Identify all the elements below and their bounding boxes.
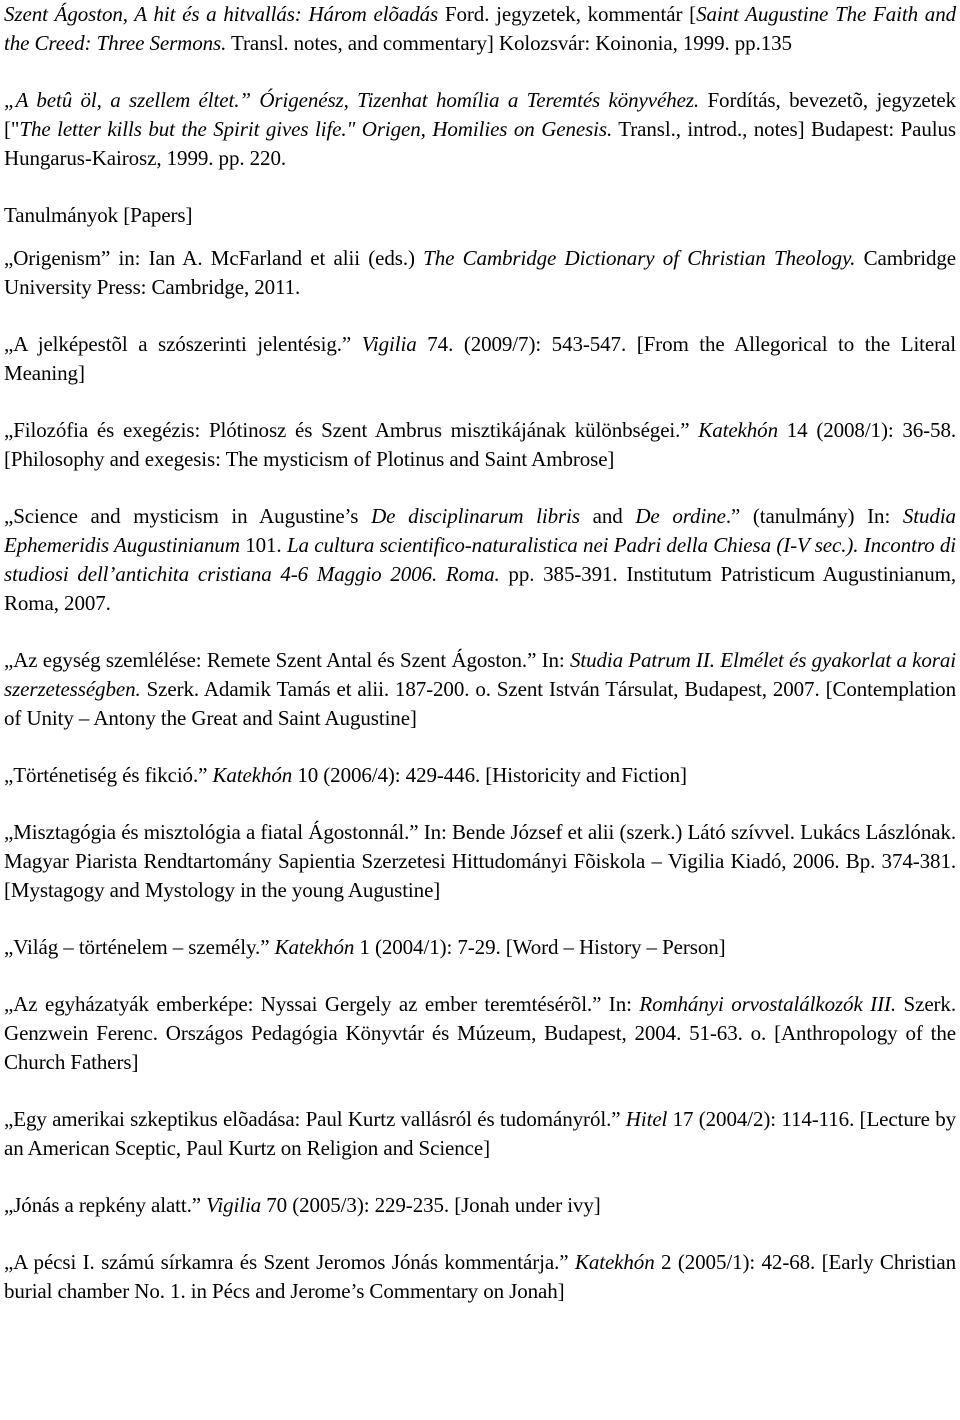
- italic-text: De ordine: [635, 504, 726, 528]
- italic-text: Studia Patrum II. Elmélet és gyakorlat a korai szerzetességben.: [4, 648, 956, 701]
- text: Cambridge University Press: Cambridge, 2011.: [4, 246, 956, 299]
- bibliography-entry: [4, 0, 956, 58]
- papers-list: [4, 244, 956, 1306]
- paper-entry: [4, 818, 956, 905]
- italic-text: Saint Augustine The Faith and the Creed: Three Sermons.: [4, 2, 956, 55]
- text: Ford. jegyzetek, kommentár [: [438, 2, 697, 26]
- paper-entry: [4, 646, 956, 733]
- paper-entry: [4, 244, 956, 302]
- text: 10 (2006/4): 429-446. [Historicity and Fiction]: [292, 763, 687, 787]
- text: pp. 385-391. Institutum Patristicum Augustinianum, Roma, 2007.: [4, 562, 957, 615]
- text: „Az egység szemlélése: Remete Szent Antal és Szent Ágoston.” In:: [4, 648, 570, 672]
- text: 17 (2004/2): 114-116. [Lecture by an American Sceptic, Paul Kurtz on Religion and Science]: [4, 1107, 956, 1160]
- text: „Origenism” in: Ian A. McFarland et alii (eds.): [4, 246, 424, 270]
- text: „Science and mysticism in Augustine’s: [4, 504, 372, 528]
- paper-entry: [4, 330, 956, 388]
- italic-text: „A betû öl, a szellem éltet.” Órigenész, Tizenhat homília a Teremtés könyvéhez.: [4, 88, 700, 112]
- text: „Történetiség és fikció.”: [4, 763, 213, 787]
- italic-text: Katekhón: [574, 1250, 655, 1274]
- text: and: [579, 504, 636, 528]
- italic-text: The Cambridge Dictionary of Christian Theology.: [423, 246, 856, 270]
- text: Fordítás, bevezetõ, jegyzetek [": [4, 88, 957, 141]
- text: 1 (2004/1): 7-29. [Word – History – Person]: [354, 935, 726, 959]
- text: „Az egyházatyák emberképe: Nyssai Gergely az ember teremtésérõl.” In:: [4, 992, 640, 1016]
- books-list: [4, 0, 956, 173]
- italic-text: De disciplinarum libris: [371, 504, 580, 528]
- text: „A pécsi I. számú sírkamra és Szent Jeromos Jónás kommentárja.”: [4, 1250, 575, 1274]
- paper-entry: [4, 1248, 956, 1306]
- text: „Misztagógia és misztológia a fiatal Ágostonnál.” In: Bende József et alii (szerk.) Látó szívvel. Lukács Lászlónak. Magyar Piarista Rendtartomány Sapientia Szerzetesi Hittudományi Fõiskola – Vigilia Kiadó, 2006. Bp. 374-381. [Mystagogy and Mystology in the young Augustine]: [4, 820, 956, 902]
- italic-text: Hitel: [625, 1107, 668, 1131]
- text: Szerk. Adamik Tamás et alii. 187-200. o. Szent István Társulat, Budapest, 2007. [Contemplation of Unity – Antony the Great and Saint Augustine]: [4, 677, 956, 730]
- italic-text: La cultura scientifico-naturalistica nei Padri della Chiesa (I-V sec.). Incontro di studiosi dell’antichita cristiana 4-6 Maggio 2006. Roma.: [4, 533, 956, 586]
- bibliography-entry: [4, 86, 956, 173]
- paper-entry: [4, 933, 956, 962]
- text: „Filozófia és exegézis: Plótinosz és Szent Ambrus misztikájának különbségei.”: [4, 418, 699, 442]
- text: 14 (2008/1): 36-58. [Philosophy and exegesis: The mysticism of Plotinus and Saint Ambrose]: [4, 418, 956, 471]
- text: 101.: [239, 533, 287, 557]
- paper-entry: [4, 761, 956, 790]
- italic-text: Katekhón: [274, 935, 355, 959]
- paper-entry: [4, 416, 956, 474]
- paper-entry: [4, 990, 956, 1077]
- text: 74. (2009/7): 543-547. [From the Allegorical to the Literal Meaning]: [4, 332, 956, 385]
- paper-entry: [4, 1191, 956, 1220]
- italic-text: Vigilia: [361, 332, 417, 356]
- italic-text: Katekhón: [212, 763, 293, 787]
- text: Szerk. Genzwein Ferenc. Országos Pedagógia Könyvtár és Múzeum, Budapest, 2004. 51-63. o. [Anthropology of the Church Fathers]: [4, 992, 956, 1074]
- text: „Egy amerikai szkeptikus elõadása: Paul Kurtz vallásról és tudományról.”: [4, 1107, 626, 1131]
- italic-text: Studia Ephemeridis Augustinianum: [4, 504, 956, 557]
- section-heading: Tanulmányok [Papers]: [4, 203, 193, 227]
- italic-text: Vigilia: [206, 1193, 262, 1217]
- paper-entry: [4, 1105, 956, 1163]
- italic-text: Szent Ágoston, A hit és a hitvallás: Három elõadás: [4, 2, 439, 26]
- italic-text: The letter kills but the Spirit gives life." Origen, Homilies on Genesis.: [19, 117, 613, 141]
- text: 2 (2005/1): 42-68. [Early Christian burial chamber No. 1. in Pécs and Jerome’s Commentary on Jonah]: [4, 1250, 957, 1303]
- italic-text: Romhányi orvostalálkozók III.: [639, 992, 897, 1016]
- text: „Jónás a repkény alatt.”: [4, 1193, 207, 1217]
- text: Transl. notes, and commentary] Kolozsvár: Koinonia, 1999. pp.135: [226, 31, 792, 55]
- italic-text: Katekhón: [698, 418, 778, 442]
- text: 70 (2005/3): 229-235. [Jonah under ivy]: [261, 1193, 601, 1217]
- text: „Világ – történelem – személy.”: [4, 935, 275, 959]
- text: Transl., introd., notes] Budapest: Paulus Hungarus-Kairosz, 1999. pp. 220.: [4, 117, 957, 170]
- document-page: [4, 0, 956, 1334]
- text: „A jelképestõl a szószerinti jelentésig.”: [4, 332, 362, 356]
- paper-entry: [4, 502, 956, 618]
- text: .” (tanulmány) In:: [725, 504, 903, 528]
